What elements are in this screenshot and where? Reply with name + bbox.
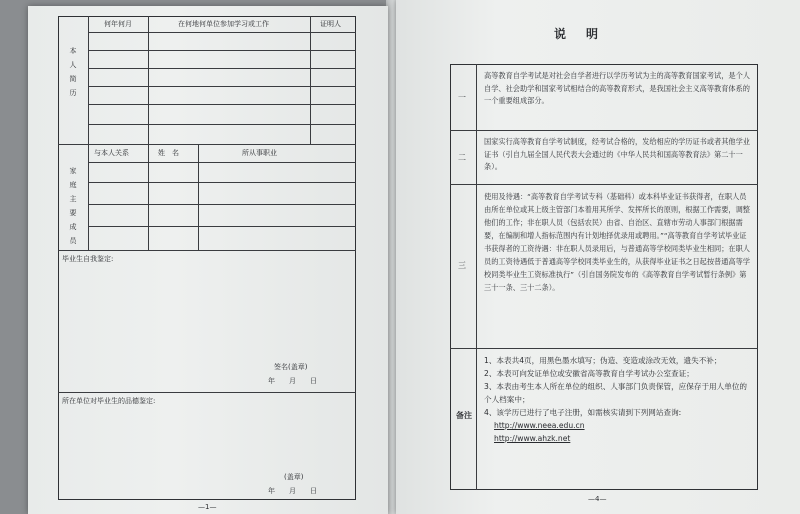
resume-header-witness: 证明人 <box>320 20 341 28</box>
family-section-label: 家庭主要成员 <box>69 167 77 245</box>
note-line-4: 4、该学历已进行了电子注册，如需核实请到下列网站查询: <box>484 408 682 417</box>
right-page-number: —4— <box>588 495 607 503</box>
notes-list <box>484 354 752 445</box>
instructions-title: 说 明 <box>554 27 603 41</box>
left-page <box>28 6 388 514</box>
note-line-2: 2、本表可向发证单位或安徽省高等教育自学考试办公室查证； <box>484 369 694 378</box>
left-page-number: —1— <box>198 503 217 511</box>
family-header-relation: 与本人关系 <box>94 149 129 157</box>
item-1-text: 高等教育自学考试是对社会自学者进行以学历考试为主的高等教育国家考试，是个人自学、社会助学和国家考试相结合的高等教育形式，是我国社会主义高等教育体系的一个重要组成部分。 <box>484 71 750 105</box>
item-3-text: 使用及待遇：“高等教育自学考试专科（基础科）或本科毕业证书获得者，在职人员由所在单位或其上级主管部门本着用其所学、发挥所长的原则，根据工作需要，调整他们的工作；非在职人员（包括农民）由省、自治区、直辖市劳动人事部门根据需要，在编制和增人指标范围内有计划地择优录用或聘用。”“高等教育自学考试毕业证书获得者的工资待遇：非在职人员录用后，与普通高等学校同类毕业生相同；在职人员的工资待遇低于普通高等学校同类毕业生的，从获得毕业证书之日起按普通高等学校同类毕业生工资标准执行”（引自国务院发布的《高等教育自学考试暂行条例》第三十一条、三十二条）。 <box>484 192 750 292</box>
note-line-3: 3、本表由考生本人所在单位的组织、人事部门负责保管，应保存于用人单位的个人档案中； <box>484 382 748 404</box>
note-line-1: 1、本表共4页，用黑色墨水填写；伪造、变造或涂改无效，遗失不补； <box>484 356 722 365</box>
family-header-name: 姓 名 <box>158 149 179 157</box>
item-2-text: 国家实行高等教育自学考试制度，经考试合格的，发给相应的学历证书或者其他学业证书（引自九届全国人民代表大会通过的《中华人民共和国高等教育法》第二十一条）。 <box>484 137 750 171</box>
resume-header-time: 何年何月 <box>104 20 132 28</box>
right-page <box>396 0 800 514</box>
self-eval-label: 毕业生自我鉴定: <box>62 255 114 263</box>
item-2-number: 二 <box>458 153 466 162</box>
notes-label: 备注 <box>456 411 472 420</box>
family-header-occupation: 所从事职业 <box>242 149 277 157</box>
item-1-number: 一 <box>458 93 466 102</box>
note-link-ahzk[interactable]: http://www.ahzk.net <box>494 434 571 443</box>
unit-eval-label: 所在单位对毕业生的品德鉴定: <box>62 397 156 405</box>
resume-header-place: 在何地何单位参加学习或工作 <box>178 20 269 28</box>
unit-eval-date: 年 月 日 <box>268 487 317 495</box>
self-eval-date: 年 月 日 <box>268 377 317 385</box>
resume-section-label: 本人简历 <box>69 47 77 97</box>
item-3-number: 三 <box>458 261 466 270</box>
unit-eval-seal: (盖章) <box>284 473 304 481</box>
self-eval-signature: 签名(盖章) <box>274 363 308 371</box>
note-link-neea[interactable]: http://www.neea.edu.cn <box>494 421 585 430</box>
